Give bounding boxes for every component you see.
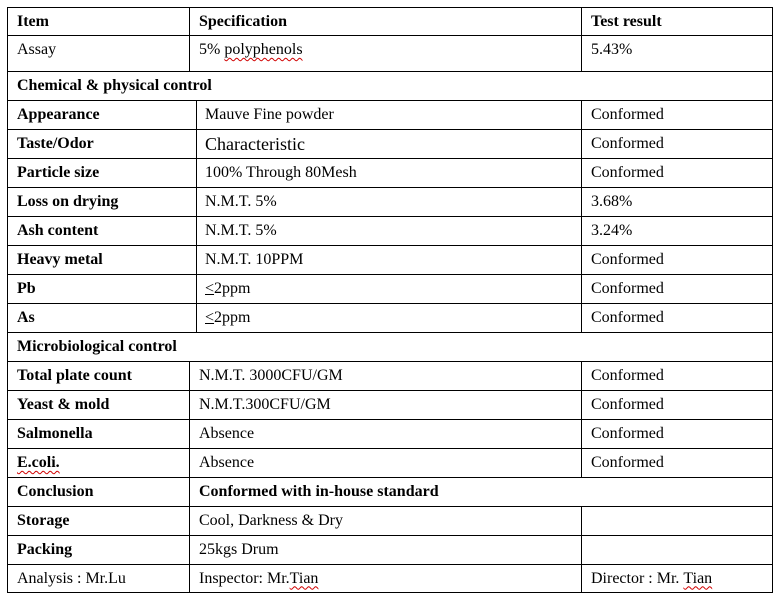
row-item: As [17, 309, 35, 326]
storage-result [581, 507, 772, 535]
packing-result [581, 536, 772, 564]
row-item: Particle size [17, 164, 100, 181]
row-result: Conformed [581, 101, 772, 129]
inspector-name: Tian [289, 569, 319, 587]
row-item: Salmonella [17, 425, 93, 442]
header-test-result: Test result [581, 8, 772, 35]
row-spec-value: 2ppm [214, 309, 251, 326]
row-result: Conformed [581, 159, 772, 187]
table-row [8, 188, 772, 217]
assay-spec [189, 36, 581, 71]
header-item: Item [17, 12, 49, 30]
table-row-conclusion [8, 478, 772, 507]
table-row [8, 101, 772, 130]
row-item: Pb [17, 280, 36, 297]
storage-label: Storage [17, 512, 70, 529]
packing-label: Packing [17, 541, 73, 558]
less-equal-symbol: < [205, 280, 215, 297]
inspector-signature [189, 565, 581, 592]
header-specification: Specification [189, 8, 581, 35]
row-item: Yeast & mold [17, 396, 110, 413]
row-item: Ash content [17, 222, 99, 239]
section-title: Microbiological control [17, 338, 177, 355]
section-microbiological [8, 333, 772, 362]
row-spec: Characteristic [196, 130, 581, 158]
row-spec: N.M.T. 5% [196, 188, 581, 216]
conclusion-label: Conclusion [17, 483, 94, 500]
row-item: Taste/Odor [17, 135, 94, 152]
table-row [8, 275, 772, 304]
row-spec: Absence [189, 420, 581, 448]
conclusion-text: Conformed with in-house standard [189, 478, 772, 506]
director-signature [581, 565, 772, 592]
row-spec: 100% Through 80Mesh [196, 159, 581, 187]
table-row [8, 159, 772, 188]
assay-item: Assay [17, 41, 57, 58]
table-row-packing [8, 536, 772, 565]
table-row [8, 130, 772, 159]
row-spec [196, 304, 581, 332]
storage-spec: Cool, Darkness & Dry [189, 507, 581, 535]
row-result: Conformed [581, 275, 772, 303]
row-spec: N.M.T.300CFU/GM [189, 391, 581, 419]
row-spec-value: 2ppm [214, 280, 251, 297]
analysis-signature: Analysis : Mr.Lu [17, 569, 126, 587]
table-row-storage [8, 507, 772, 536]
table-row [8, 217, 772, 246]
table-row [8, 420, 772, 449]
row-item: Total plate count [17, 367, 132, 384]
section-title: Chemical & physical control [17, 77, 212, 94]
table-row [8, 246, 772, 275]
less-equal-symbol: < [205, 309, 215, 326]
row-item-text: E.coli. [17, 454, 60, 471]
row-spec: N.M.T. 5% [196, 217, 581, 245]
row-result: 3.68% [581, 188, 772, 216]
assay-spec-word: polyphenols [224, 41, 303, 58]
table-row-signatures [8, 565, 772, 593]
row-result: Conformed [581, 130, 772, 158]
row-result: Conformed [581, 246, 772, 274]
table-row [8, 449, 772, 478]
row-spec: N.M.T. 10PPM [196, 246, 581, 274]
section-chemical-physical [8, 72, 772, 101]
table-row-assay [8, 36, 772, 72]
row-item: Heavy metal [17, 251, 103, 268]
row-spec [196, 275, 581, 303]
row-result: 3.24% [581, 217, 772, 245]
coa-table [7, 7, 773, 593]
row-item: Appearance [17, 106, 100, 123]
director-name: Tian [683, 569, 713, 587]
table-header-row [8, 8, 772, 36]
table-row [8, 304, 772, 333]
row-result: Conformed [581, 420, 772, 448]
row-result: Conformed [581, 449, 772, 477]
assay-spec-prefix: 5% [199, 41, 225, 58]
table-row [8, 362, 772, 391]
row-spec: N.M.T. 3000CFU/GM [189, 362, 581, 390]
row-spec: Mauve Fine powder [196, 101, 581, 129]
inspector-prefix: Inspector: Mr. [199, 569, 290, 587]
table-row [8, 391, 772, 420]
row-item [8, 449, 189, 477]
row-result: Conformed [581, 304, 772, 332]
director-prefix: Director : Mr. [591, 569, 684, 587]
packing-spec: 25kgs Drum [189, 536, 581, 564]
row-spec: Absence [189, 449, 581, 477]
assay-result: 5.43% [581, 36, 772, 71]
row-result: Conformed [581, 391, 772, 419]
row-item: Loss on drying [17, 193, 119, 210]
row-result: Conformed [581, 362, 772, 390]
